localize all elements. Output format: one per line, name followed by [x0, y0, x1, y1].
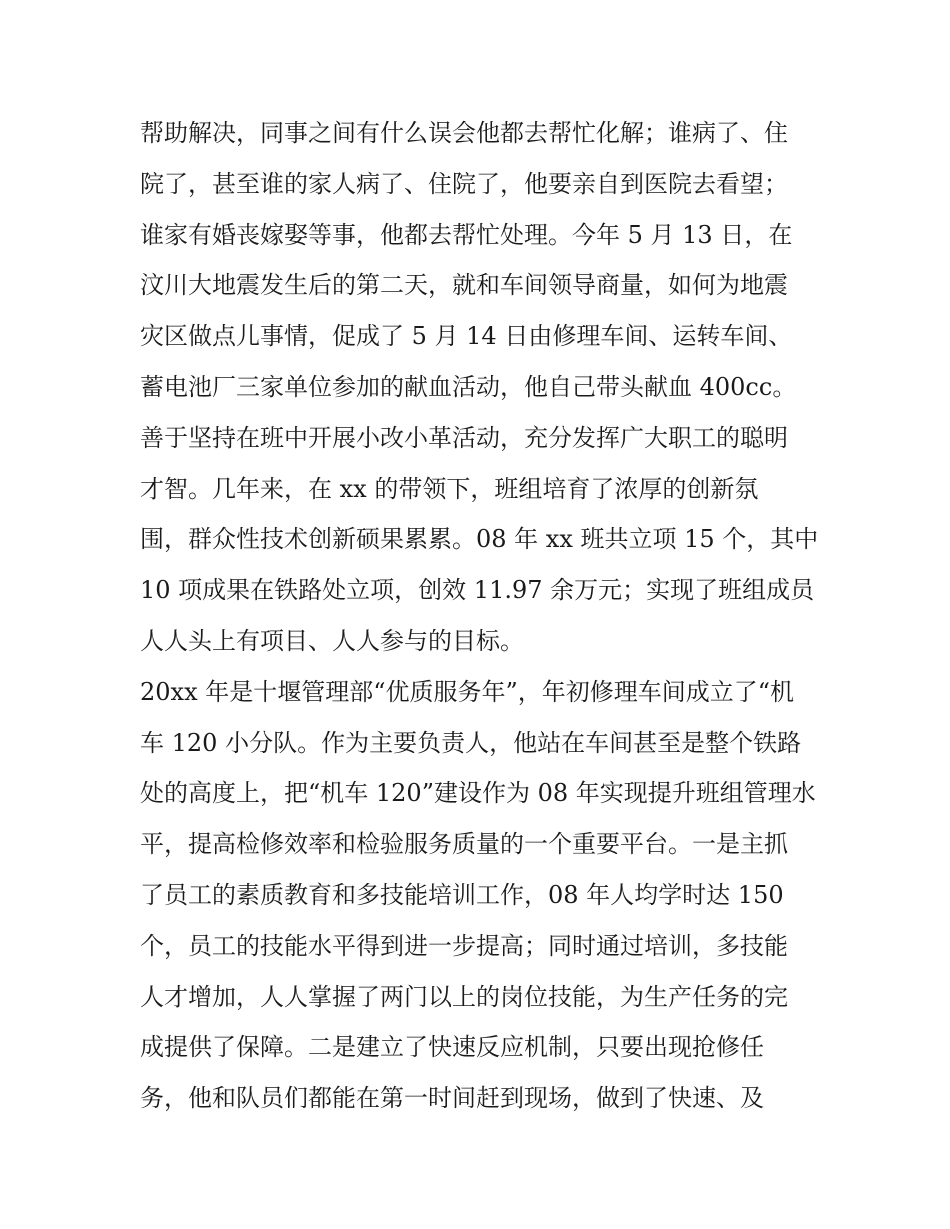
text-line: 个，员工的技能水平得到进一步提高；同时通过培训，多技能: [140, 931, 788, 960]
text-line: 了员工的素质教育和多技能培训工作，08 年人均学时达 150: [140, 880, 784, 909]
text-line: 平，提高检修效率和检验服务质量的一个重要平台。一是主抓: [140, 830, 788, 859]
text-line: 成提供了保障。二是建立了快速反应机制，只要出现抢修任: [140, 1033, 764, 1062]
text-line: 才智。几年来，在 xx 的带领下，班组培育了浓厚的创新氛: [140, 474, 759, 503]
text-line: 谁家有婚丧嫁娶等事，他都去帮忙处理。今年 5 月 13 日，在: [140, 220, 793, 249]
text-line: 人才增加，人人掌握了两门以上的岗位技能，为生产任务的完: [140, 982, 788, 1011]
text-line: 灾区做点儿事情，促成了 5 月 14 日由修理车间、运转车间、: [140, 322, 793, 351]
body-text: [140, 108, 840, 1124]
text-line: 10 项成果在铁路处立项，创效 11.97 余万元；实现了班组成员: [140, 576, 815, 605]
text-line: 围，群众性技术创新硕果累累。08 年 xx 班共立项 15 个，其中: [140, 525, 819, 554]
text-line: 处的高度上，把“机车 120”建设作为 08 年实现提升班组管理水: [140, 779, 816, 808]
text-line: 蓄电池厂三家单位参加的献血活动，他自己带头献血 400cc。: [140, 372, 797, 401]
text-line: 20xx 年是十堰管理部“优质服务年”，年初修理车间成立了“机: [140, 677, 795, 706]
text-line: 务，他和队员们都能在第一时间赶到现场，做到了快速、及: [140, 1084, 764, 1113]
text-line: 院了，甚至谁的家人病了、住院了，他要亲自到医院去看望；: [140, 169, 788, 198]
text-line: 人人头上有项目、人人参与的目标。: [140, 626, 524, 655]
text-line: 车 120 小分队。作为主要负责人，他站在车间甚至是整个铁路: [140, 728, 802, 757]
text-line: 帮助解决，同事之间有什么误会他都去帮忙化解；谁病了、住: [140, 119, 788, 147]
text-line: 汶川大地震发生后的第二天，就和车间领导商量，如何为地震: [140, 271, 788, 300]
text-line: 善于坚持在班中开展小改小革活动，充分发挥广大职工的聪明: [140, 423, 788, 452]
